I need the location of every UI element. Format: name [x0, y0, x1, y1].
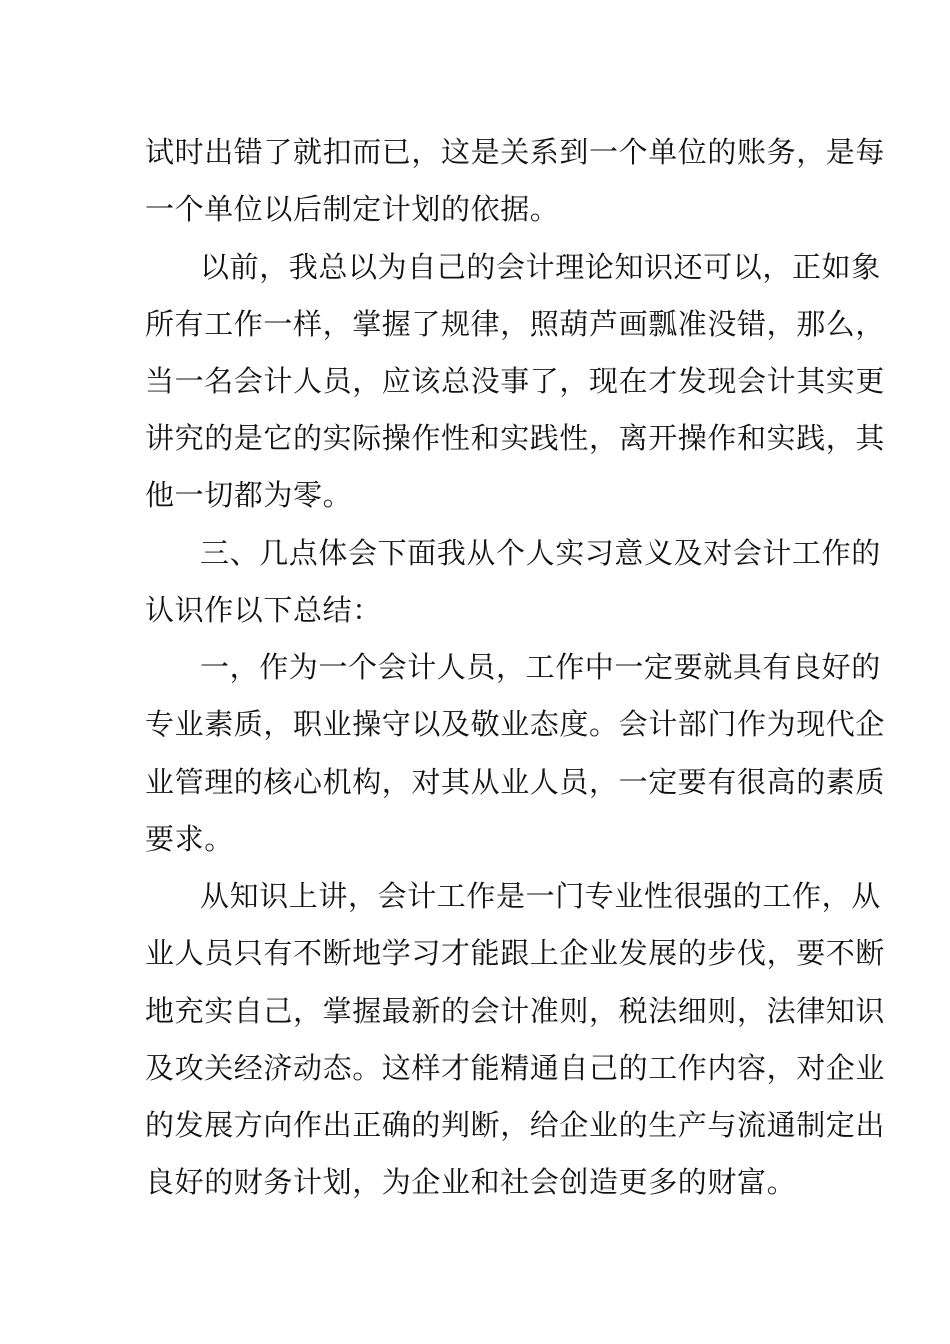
paragraph-line: 的发展方向作出正确的判断，给企业的生产与流通制定出 [145, 1108, 886, 1142]
paragraph-line: 三、几点体会下面我从个人实习意义及对会计工作的 [200, 536, 881, 570]
paragraph-line: 从知识上讲，会计工作是一门专业性很强的工作，从 [200, 879, 881, 913]
paragraph-line: 讲究的是它的实际操作性和实践性，离开操作和实践，其 [145, 421, 886, 455]
paragraph-line: 业人员只有不断地学习才能跟上企业发展的步伐，要不断 [145, 936, 886, 970]
paragraph-line: 以前，我总以为自己的会计理论知识还可以，正如象 [200, 250, 881, 284]
paragraph-line: 及攻关经济动态。这样才能精通自己的工作内容，对企业 [145, 1051, 886, 1085]
paragraph-line: 地充实自己，掌握最新的会计准则，税法细则，法律知识 [145, 994, 886, 1028]
paragraph-line: 所有工作一样，掌握了规律，照葫芦画瓢准没错，那么， [145, 307, 886, 341]
paragraph-line: 良好的财务计划，为企业和社会创造更多的财富。 [145, 1165, 797, 1199]
paragraph-line: 要求。 [145, 822, 234, 856]
paragraph-line: 一，作为一个会计人员，工作中一定要就具有良好的 [200, 650, 881, 684]
paragraph-line: 业管理的核心机构，对其从业人员，一定要有很高的素质 [145, 765, 886, 799]
paragraph-line: 认识作以下总结： [145, 593, 382, 627]
paragraph-line: 一个单位以后制定计划的依据。 [145, 192, 560, 226]
paragraph-line: 他一切都为零。 [145, 478, 353, 512]
paragraph-line: 专业素质，职业操守以及敬业态度。会计部门作为现代企 [145, 707, 886, 741]
paragraph-line: 试时出错了就扣而已，这是关系到一个单位的账务，是每 [145, 135, 886, 169]
paragraph-line: 当一名会计人员，应该总没事了，现在才发现会计其实更 [145, 364, 886, 398]
